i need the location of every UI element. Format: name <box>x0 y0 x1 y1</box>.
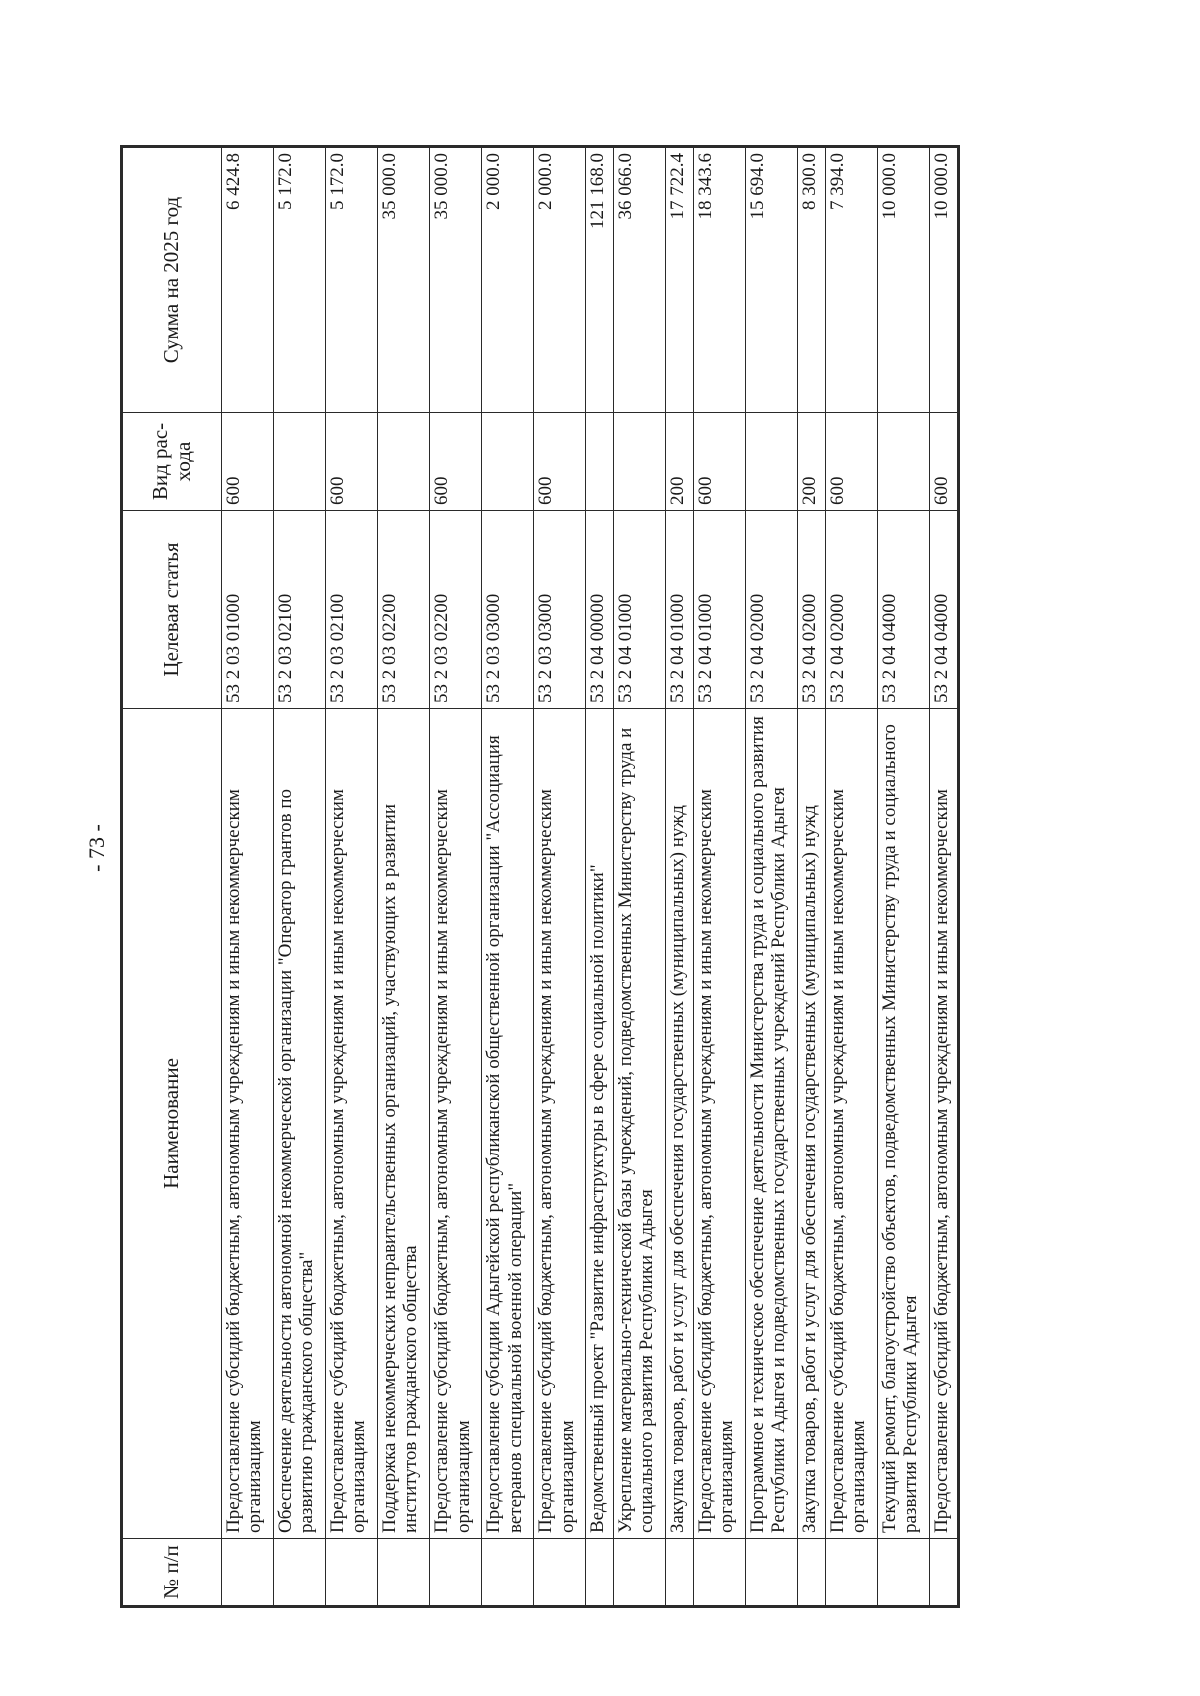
row-kind-cell <box>482 413 534 511</box>
page-number: - 73 - <box>84 824 109 872</box>
row-sum-cell: 35 000.0 <box>430 147 482 413</box>
row-num-cell <box>746 1539 798 1607</box>
row-kind-cell <box>586 413 614 511</box>
row-name-cell: Поддержка некоммерческих неправительственных организаций, участвующих в развитии институтов гражданского общества <box>378 709 430 1539</box>
row-sum-cell: 5 172.0 <box>274 147 326 413</box>
row-num-cell <box>666 1539 694 1607</box>
row-kind-cell <box>877 413 929 511</box>
row-kind-cell: 200 <box>798 413 826 511</box>
row-name-cell: Предоставление субсидий бюджетным, автономным учреждениям и иным некоммерческим организациям <box>430 709 482 1539</box>
row-kind-cell: 600 <box>694 413 746 511</box>
row-code-cell: 53 2 04 04000 <box>930 511 959 709</box>
row-num-cell <box>825 1539 877 1607</box>
row-code-cell: 53 2 03 02200 <box>378 511 430 709</box>
row-num-cell <box>694 1539 746 1607</box>
row-sum-cell: 36 066.0 <box>614 147 666 413</box>
row-sum-cell: 10 000.0 <box>930 147 959 413</box>
header-kind: Вид рас-хода <box>122 413 222 511</box>
row-name-cell: Программное и техническое обеспечение деятельности Министерства труда и социального развития Республики Адыгея и подведомственных государственных учреждений Республики Адыгея <box>746 709 798 1539</box>
row-num-cell <box>378 1539 430 1607</box>
row-name-cell: Предоставление субсидий бюджетным, автономным учреждениям и иным некоммерческим организациям <box>222 709 274 1539</box>
row-num-cell <box>930 1539 959 1607</box>
row-code-cell: 53 2 04 01000 <box>614 511 666 709</box>
table-row <box>825 147 877 1607</box>
row-num-cell <box>877 1539 929 1607</box>
row-code-cell: 53 2 04 02000 <box>798 511 826 709</box>
row-code-cell: 53 2 03 01000 <box>222 511 274 709</box>
row-sum-cell: 5 172.0 <box>326 147 378 413</box>
row-sum-cell: 2 000.0 <box>482 147 534 413</box>
header-num: № п/п <box>122 1539 222 1607</box>
row-code-cell: 53 2 03 02100 <box>326 511 378 709</box>
table-row <box>222 147 274 1607</box>
table-row <box>274 147 326 1607</box>
table-row <box>326 147 378 1607</box>
row-kind-cell: 200 <box>666 413 694 511</box>
row-code-cell: 53 2 04 01000 <box>694 511 746 709</box>
row-num-cell <box>430 1539 482 1607</box>
table-row <box>378 147 430 1607</box>
row-kind-cell <box>378 413 430 511</box>
row-sum-cell: 121 168.0 <box>586 147 614 413</box>
row-code-cell: 53 2 04 01000 <box>666 511 694 709</box>
row-name-cell: Текущий ремонт, благоустройство объектов, подведомственных Министерству труда и социального развития Республики Адыгея <box>877 709 929 1539</box>
row-code-cell: 53 2 03 03000 <box>534 511 586 709</box>
row-name-cell: Предоставление субсидий бюджетным, автономным учреждениям и иным некоммерческим организациям <box>825 709 877 1539</box>
row-name-cell: Предоставление субсидий бюджетным, автономным учреждениям и иным некоммерческим организациям <box>534 709 586 1539</box>
row-num-cell <box>274 1539 326 1607</box>
row-name-cell: Предоставление субсидий бюджетным, автономным учреждениям и иным некоммерческим <box>930 709 959 1539</box>
row-kind-cell: 600 <box>825 413 877 511</box>
table-row <box>930 147 959 1607</box>
row-num-cell <box>482 1539 534 1607</box>
table-row <box>586 147 614 1607</box>
row-kind-cell: 600 <box>326 413 378 511</box>
table-row <box>746 147 798 1607</box>
row-num-cell <box>614 1539 666 1607</box>
row-name-cell: Предоставление субсидий бюджетным, автономным учреждениям и иным некоммерческим организациям <box>694 709 746 1539</box>
row-num-cell <box>222 1539 274 1607</box>
row-code-cell: 53 2 04 02000 <box>825 511 877 709</box>
row-code-cell: 53 2 04 04000 <box>877 511 929 709</box>
table-row <box>666 147 694 1607</box>
row-code-cell: 53 2 03 02100 <box>274 511 326 709</box>
row-name-cell: Ведомственный проект "Развитие инфраструктуры в сфере социальной политики" <box>586 709 614 1539</box>
table-row <box>694 147 746 1607</box>
table-row <box>430 147 482 1607</box>
row-num-cell <box>586 1539 614 1607</box>
row-name-cell: Закупка товаров, работ и услуг для обеспечения государственных (муниципальных) нужд <box>798 709 826 1539</box>
row-sum-cell: 6 424.8 <box>222 147 274 413</box>
row-num-cell <box>326 1539 378 1607</box>
budget-table <box>120 145 960 1608</box>
row-kind-cell: 600 <box>534 413 586 511</box>
table-row <box>614 147 666 1607</box>
row-code-cell: 53 2 03 02200 <box>430 511 482 709</box>
budget-table-container <box>120 148 960 1608</box>
row-kind-cell <box>746 413 798 511</box>
row-code-cell: 53 2 04 00000 <box>586 511 614 709</box>
row-sum-cell: 35 000.0 <box>378 147 430 413</box>
row-kind-cell <box>614 413 666 511</box>
row-sum-cell: 10 000.0 <box>877 147 929 413</box>
row-name-cell: Предоставление субсидии Адыгейской республиканской общественной организации "Ассоциация ветеранов специальной военной операции" <box>482 709 534 1539</box>
row-sum-cell: 2 000.0 <box>534 147 586 413</box>
row-name-cell: Предоставление субсидий бюджетным, автономным учреждениям и иным некоммерческим организациям <box>326 709 378 1539</box>
row-kind-cell: 600 <box>222 413 274 511</box>
row-name-cell: Закупка товаров, работ и услуг для обеспечения государственных (муниципальных) нужд <box>666 709 694 1539</box>
header-sum: Сумма на 2025 год <box>122 147 222 413</box>
row-num-cell <box>534 1539 586 1607</box>
row-sum-cell: 15 694.0 <box>746 147 798 413</box>
row-code-cell: 53 2 04 02000 <box>746 511 798 709</box>
row-sum-cell: 7 394.0 <box>825 147 877 413</box>
table-header-row <box>122 147 222 1607</box>
table-row <box>798 147 826 1607</box>
header-code: Целевая статья <box>122 511 222 709</box>
row-name-cell: Обеспечение деятельности автономной некоммерческой организации "Оператор грантов по развитию гражданского общества" <box>274 709 326 1539</box>
table-row <box>482 147 534 1607</box>
row-sum-cell: 17 722.4 <box>666 147 694 413</box>
row-kind-cell: 600 <box>930 413 959 511</box>
row-num-cell <box>798 1539 826 1607</box>
row-code-cell: 53 2 03 03000 <box>482 511 534 709</box>
row-kind-cell <box>274 413 326 511</box>
table-row <box>534 147 586 1607</box>
row-sum-cell: 18 343.6 <box>694 147 746 413</box>
row-name-cell: Укрепление материально-технической базы учреждений, подведомственных Министерству труда и социального развития Республики Адыгея <box>614 709 666 1539</box>
table-row <box>877 147 929 1607</box>
row-sum-cell: 8 300.0 <box>798 147 826 413</box>
header-name: Наименование <box>122 709 222 1539</box>
row-kind-cell: 600 <box>430 413 482 511</box>
